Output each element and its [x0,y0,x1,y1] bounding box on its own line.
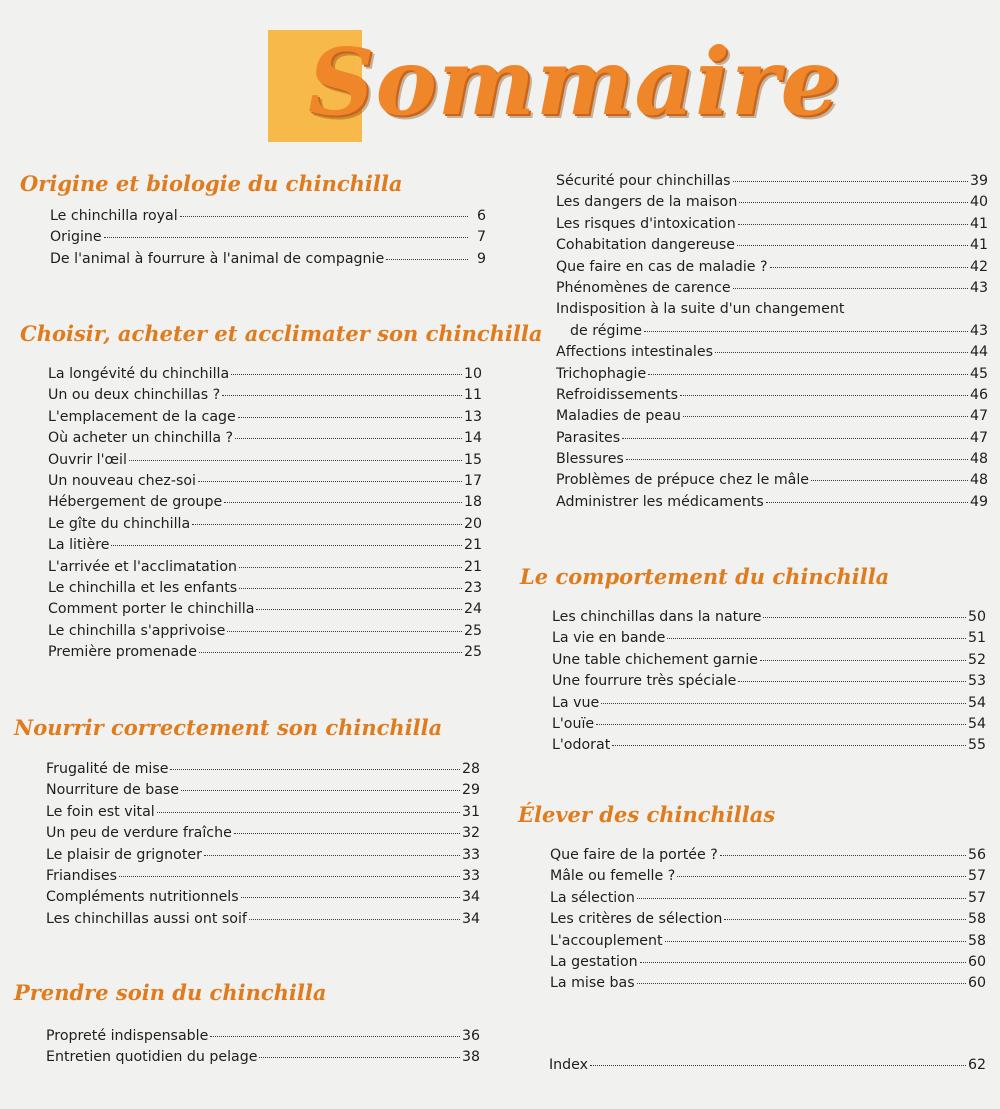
toc-entry-page: 33 [461,846,480,863]
dot-leader [241,897,460,898]
dot-leader [222,395,462,396]
toc-entry [552,628,986,649]
dot-leader [234,833,460,834]
dot-leader [770,267,968,268]
dot-leader [644,331,968,332]
toc-entry-label: Frugalité de mise [46,761,169,777]
toc-entry [46,845,480,866]
toc-entry-page: 40 [969,194,988,211]
toc-entry-label: Phénomènes de carence [556,279,731,296]
toc-entry-label: Le chinchilla et les enfants [48,579,238,596]
toc-entry [552,671,986,692]
toc-entry [46,1047,480,1068]
page-title: Sommaire [308,28,841,136]
dot-leader [665,941,966,942]
toc-entry [46,802,480,823]
toc-entry [556,406,988,427]
toc-entry-page: 47 [969,408,988,425]
toc-entry-page: 29 [461,782,480,799]
dot-leader [760,660,966,661]
toc-entry-label: La mise bas [550,975,635,992]
toc-entry-label: Les risques d'intoxication [556,215,736,232]
dot-leader [111,545,461,546]
toc-entry [48,557,482,578]
toc-entry-page: 45 [969,365,988,382]
toc-entry [46,887,480,908]
dot-leader [763,617,965,618]
toc-entry [48,407,482,428]
dot-leader [259,1057,459,1058]
toc-entry-label: Une fourrure très spéciale [552,673,737,690]
toc-entry-label: Maladies de peau [556,408,681,425]
toc-entry-label: La gestation [550,953,638,970]
dot-leader [231,374,462,375]
toc-entry-label: Origine [50,229,102,246]
toc-entry-label: Le chinchilla royal [50,208,178,224]
toc-list [46,759,480,930]
toc-entry [556,171,988,192]
section-choisir [20,320,542,348]
toc-entry [550,866,986,887]
toc-entry [48,535,482,556]
toc-entry-label: L'emplacement de la cage [48,408,236,425]
toc-entry-label: Première promenade [48,644,197,661]
toc-entry-label: Un peu de verdure fraîche [46,825,232,842]
toc-entry [50,249,486,270]
section-nourrir [14,714,442,742]
toc-entry [550,909,986,930]
toc-entry [556,428,988,449]
toc-entry-label: Le chinchilla s'apprivoise [48,622,226,639]
dot-leader [170,769,459,770]
toc-entry [556,342,988,363]
toc-entry [556,470,988,491]
dot-leader [637,898,966,899]
dot-leader [129,460,462,461]
toc-entry-page: 34 [461,910,480,927]
toc-entry [48,364,482,385]
toc-entry-page: 41 [969,215,988,232]
toc-entry [48,578,482,599]
toc-entry-page: 38 [461,1049,480,1066]
toc-entry-label: de régime [570,322,642,339]
toc-entry [550,845,986,866]
toc-entry-page: 6 [476,208,486,224]
toc-entry-label: Les chinchillas aussi ont soif [46,910,247,927]
toc-entry-page: 36 [461,1028,480,1044]
toc-list [550,845,986,995]
toc-entry-label: Friandises [46,867,118,884]
toc-entry [50,206,486,227]
toc-entry-page: 10 [463,366,482,382]
toc-entry-page: 60 [967,975,986,992]
toc-list [552,607,986,757]
toc-entry-label: Affections intestinales [556,344,713,361]
dot-leader [648,374,968,375]
toc-entry-label: Refroidissements [556,386,679,403]
dot-leader [733,288,968,289]
toc-entry-label: L'arrivée et l'acclimatation [48,558,237,575]
toc-entry [556,214,988,235]
dot-leader [386,259,468,260]
toc-entry-label: L'accouplement [550,932,663,949]
toc-entry-page: 32 [461,825,480,842]
toc-entry-label: Les critères de sélection [550,911,723,928]
toc-entry [48,450,482,471]
toc-entry-page: 31 [461,803,480,820]
toc-entry-page: 62 [967,1057,986,1073]
dot-leader [738,224,968,225]
toc-entry-label: Que faire en cas de maladie ? [556,258,768,275]
toc-entry [556,257,988,278]
toc-entry-label: Nourriture de base [46,782,180,799]
toc-entry [550,888,986,909]
toc-entry-page: 54 [967,694,986,711]
dot-leader [739,202,968,203]
toc-entry-page: 43 [969,322,988,339]
toc-entry-page: 56 [967,847,986,863]
toc-entry-label: Une table chichement garnie [552,651,758,668]
toc-entry-label: Index [549,1057,589,1073]
toc-entry-page: 21 [463,537,482,554]
toc-entry-label: Le gîte du chinchilla [48,515,191,532]
toc-entry [549,1055,986,1076]
toc-entry-label: Mâle ou femelle ? [550,868,676,885]
toc-entry-page: 39 [969,173,988,189]
toc-entry-label: L'ouïe [552,715,595,732]
toc-entry [48,428,482,449]
dot-leader [180,216,468,217]
section-title: Origine et biologie du chinchilla [20,171,403,196]
section-comportement [520,563,889,591]
toc-entry-page: 18 [463,494,482,511]
dot-leader [239,588,462,589]
toc-entry [552,607,986,628]
toc-entry [550,931,986,952]
toc-list [549,1055,986,1076]
dot-leader [724,919,966,920]
toc-entry-label: Propreté indispensable [46,1028,209,1044]
toc-entry-label: Sécurité pour chinchillas [556,173,731,189]
toc-entry-label: Ouvrir l'œil [48,451,127,468]
dot-leader [239,567,462,568]
dot-leader [119,876,460,877]
toc-entry [550,952,986,973]
toc-entry [556,449,988,470]
dot-leader [811,480,968,481]
dot-leader [667,638,966,639]
dot-leader [733,181,968,182]
toc-entry-label: Trichophagie [556,365,647,382]
dot-leader [238,417,462,418]
dot-leader [720,855,966,856]
page-header [268,26,868,144]
toc-entry-page: 15 [463,451,482,468]
toc-entry-page: 14 [463,430,482,447]
toc-entry-label: L'odorat [552,737,611,754]
toc-entry [556,385,988,406]
toc-entry-label: Comment porter le chinchilla [48,601,255,618]
toc-entry-page: 57 [967,889,986,906]
toc-entry [556,192,988,213]
toc-entry-label: La sélection [550,889,635,906]
toc-entry-label: De l'animal à fourrure à l'animal de compagnie [50,250,385,267]
dot-leader [157,812,460,813]
section-elever [518,801,775,829]
toc-entry [48,514,482,535]
toc-entry [46,909,480,930]
toc-entry-page: 25 [463,644,482,661]
dot-leader [198,481,462,482]
toc-entry-page: 58 [967,932,986,949]
toc-entry [556,299,988,320]
dot-leader [204,855,460,856]
toc-entry [550,973,986,994]
toc-entry-label: La longévité du chinchilla [48,366,230,382]
dot-leader [104,237,468,238]
toc-entry [48,492,482,513]
toc-entry-label: La vue [552,694,600,711]
toc-entry [556,321,988,342]
dot-leader [622,438,968,439]
toc-entry-page: 50 [967,609,986,625]
toc-entry-label: Le plaisir de grignoter [46,846,202,863]
toc-entry-label: Cohabitation dangereuse [556,237,735,254]
dot-leader [637,983,966,984]
toc-entry-page: 17 [463,472,482,489]
toc-entry-page: 54 [967,715,986,732]
toc-entry [46,759,480,780]
dot-leader [590,1065,966,1066]
toc-entry-label: Indisposition à la suite d'un changement [556,301,845,318]
toc-entry [552,735,986,756]
toc-entry-page: 24 [463,601,482,618]
toc-entry [48,385,482,406]
toc-entry-page: 41 [969,237,988,254]
dot-leader [235,438,462,439]
toc-entry [46,1026,480,1047]
toc-entry-page: 23 [463,579,482,596]
toc-entry-label: La litière [48,537,110,554]
section-title: Prendre soin du chinchilla [14,980,327,1005]
toc-entry-label: Blessures [556,451,624,468]
toc-entry-label: Le foin est vital [46,803,155,820]
dot-leader [227,631,462,632]
toc-entry-label: La vie en bande [552,630,666,647]
toc-entry [48,621,482,642]
dot-leader [737,245,968,246]
toc-entry-page: 55 [967,737,986,754]
toc-entry-label: Entretien quotidien du pelage [46,1049,258,1066]
toc-entry-page: 58 [967,911,986,928]
section-title: Le comportement du chinchilla [520,564,890,589]
dot-leader [181,790,460,791]
toc-entry [48,599,482,620]
toc-entry [556,492,988,513]
toc-list [48,364,482,663]
toc-entry-page: 57 [967,868,986,885]
toc-entry-page: 42 [969,258,988,275]
toc-entry-page: 53 [967,673,986,690]
toc-entry-label: Les chinchillas dans la nature [552,609,762,625]
toc-list [556,171,988,513]
toc-entry-label: Hébergement de groupe [48,494,223,511]
dot-leader [199,652,462,653]
toc-entry-page: 48 [969,472,988,489]
dot-leader [640,962,966,963]
dot-leader [210,1036,460,1037]
dot-leader [680,395,968,396]
toc-entry-page: 46 [969,386,988,403]
dot-leader [677,876,966,877]
toc-list [46,1026,480,1069]
toc-entry-page: 51 [967,630,986,647]
toc-entry [556,235,988,256]
dot-leader [601,703,966,704]
toc-entry-page: 44 [969,344,988,361]
toc-entry-label: Compléments nutritionnels [46,889,239,906]
dot-leader [715,352,968,353]
dot-leader [683,416,968,417]
section-title: Élever des chinchillas [518,802,776,827]
dot-leader [626,459,968,460]
dot-leader [766,502,968,503]
section-title: Nourrir correctement son chinchilla [14,715,443,740]
toc-entry-page: 9 [476,250,486,267]
dot-leader [224,502,462,503]
toc-entry-page: 21 [463,558,482,575]
toc-entry-label: Parasites [556,429,621,446]
toc-entry-label: Un ou deux chinchillas ? [48,387,221,404]
toc-entry [46,866,480,887]
toc-entry-page: 52 [967,651,986,668]
toc-entry-page: 43 [969,279,988,296]
toc-entry-label: Problèmes de prépuce chez le mâle [556,472,810,489]
toc-entry [48,471,482,492]
toc-entry-page: 20 [463,515,482,532]
toc-entry [556,364,988,385]
toc-entry [552,650,986,671]
dot-leader [612,745,966,746]
section-soin [14,979,326,1007]
toc-entry-page: 47 [969,429,988,446]
toc-entry-label: Administrer les médicaments [556,493,764,510]
toc-entry [46,823,480,844]
toc-entry-page: 60 [967,953,986,970]
toc-entry-page: 34 [461,889,480,906]
toc-entry-label: Un nouveau chez-soi [48,472,196,489]
section-title: Choisir, acheter et acclimater son chinchilla [20,321,543,346]
toc-entry [48,642,482,663]
dot-leader [249,919,460,920]
toc-entry-page: 28 [461,761,480,777]
toc-entry [552,714,986,735]
toc-entry [552,693,986,714]
dot-leader [596,724,966,725]
toc-list [50,206,486,270]
toc-entry [46,780,480,801]
toc-entry-page: 49 [969,493,988,510]
toc-entry-label: Les dangers de la maison [556,194,738,211]
toc-entry-page: 7 [476,229,486,246]
toc-entry-page: 13 [463,408,482,425]
toc-entry-page: 25 [463,622,482,639]
section-origine [20,170,402,198]
toc-entry-label: Où acheter un chinchilla ? [48,430,234,447]
toc-entry-page: 48 [969,451,988,468]
dot-leader [738,681,966,682]
toc-entry [50,227,486,248]
dot-leader [192,524,462,525]
toc-entry-label: Que faire de la portée ? [550,847,718,863]
toc-entry [556,278,988,299]
toc-entry-page: 11 [463,387,482,404]
toc-entry-page: 33 [461,867,480,884]
dot-leader [256,609,462,610]
